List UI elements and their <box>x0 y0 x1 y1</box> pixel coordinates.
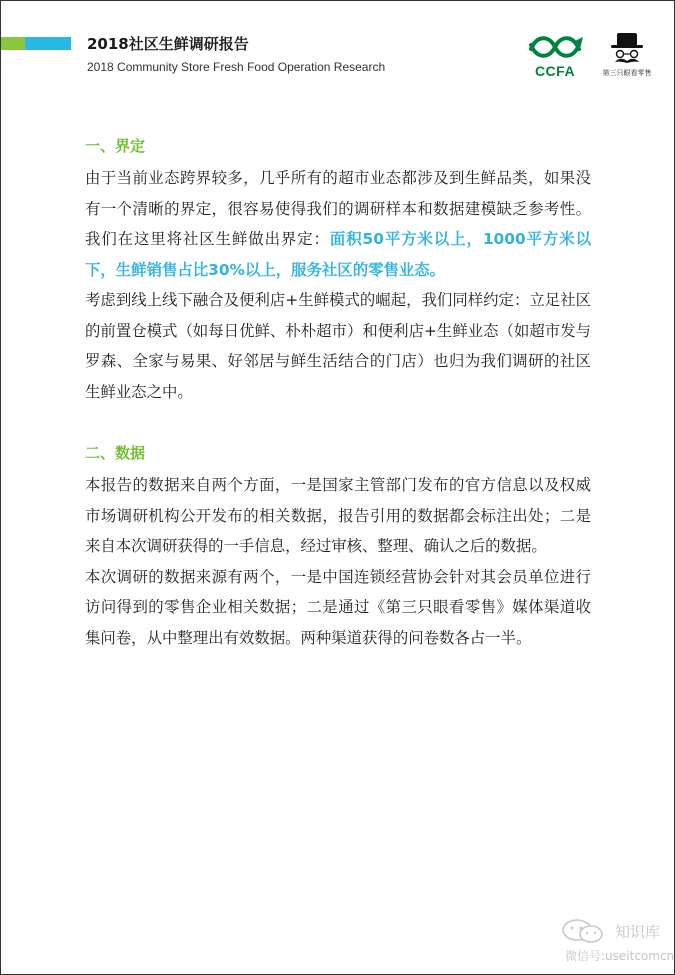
definition-paragraph-1-text: 由于当前业态跨界较多，几乎所有的超市业态都涉及到生鲜品类，如果没有一个清晰的界定，很容易使得我们的调研样本和数据建模缺乏参考性。我们在这里将社区生鲜做出界定： <box>85 169 591 248</box>
header-accent-bar-green <box>1 37 25 50</box>
section-spacer <box>85 407 591 436</box>
definition-paragraph-2: 考虑到线上线下融合及便利店+生鲜模式的崛起，我们同样约定：立足社区的前置仓模式（如每日优鲜、朴朴超市）和便利店+生鲜业态（如超市发与罗森、全家与易果、好邻居与鲜生活结合的门店）也归为我们调研的社区生鲜业态之中。 <box>85 291 591 401</box>
header-accent-bar-blue <box>25 37 71 50</box>
report-subtitle: 2018 Community Store Fresh Food Operation Research <box>87 60 386 74</box>
watermark-account: 微信号:useitcomcn <box>565 949 675 963</box>
report-body <box>85 129 591 653</box>
watermark <box>559 919 675 969</box>
ccfa-logo-text: CCFA <box>534 63 576 79</box>
data-paragraph-1: 本报告的数据来自两个方面，一是国家主管部门发布的官方信息以及权威市场调研机构公开发布的相关数据，报告引用的数据都会标注出处；二是来自本次调研获得的一手信息，经过审核、整理、确认之后的数据。 <box>85 476 591 555</box>
definition-paragraph-1 <box>85 163 591 285</box>
detective-hat-mustache-icon <box>597 31 657 67</box>
section-title-data: 二、数据 <box>85 444 146 462</box>
disanzhiyan-logo-text: 第三只眼看零售 <box>602 69 652 77</box>
report-title: 2018社区生鲜调研报告 <box>87 35 249 53</box>
watermark-title: 知识库 <box>615 923 661 941</box>
wechat-icon <box>561 919 607 945</box>
section-title-definition: 一、界定 <box>85 137 146 155</box>
ccfa-logo <box>523 31 587 83</box>
definition-highlight: 面积50平方米以上，1000平方米以下，生鲜销售占比30%以上，服务社区的零售业态。 <box>85 230 591 279</box>
ccfa-logo-icon <box>523 31 587 63</box>
disanzhiyan-logo <box>597 31 657 83</box>
data-paragraph-2: 本次调研的数据来源有两个，一是中国连锁经营协会针对其会员单位进行访问得到的零售企业相关数据；二是通过《第三只眼看零售》媒体渠道收集问卷，从中整理出有效数据。两种渠道获得的问卷数各占一半。 <box>85 567 591 647</box>
